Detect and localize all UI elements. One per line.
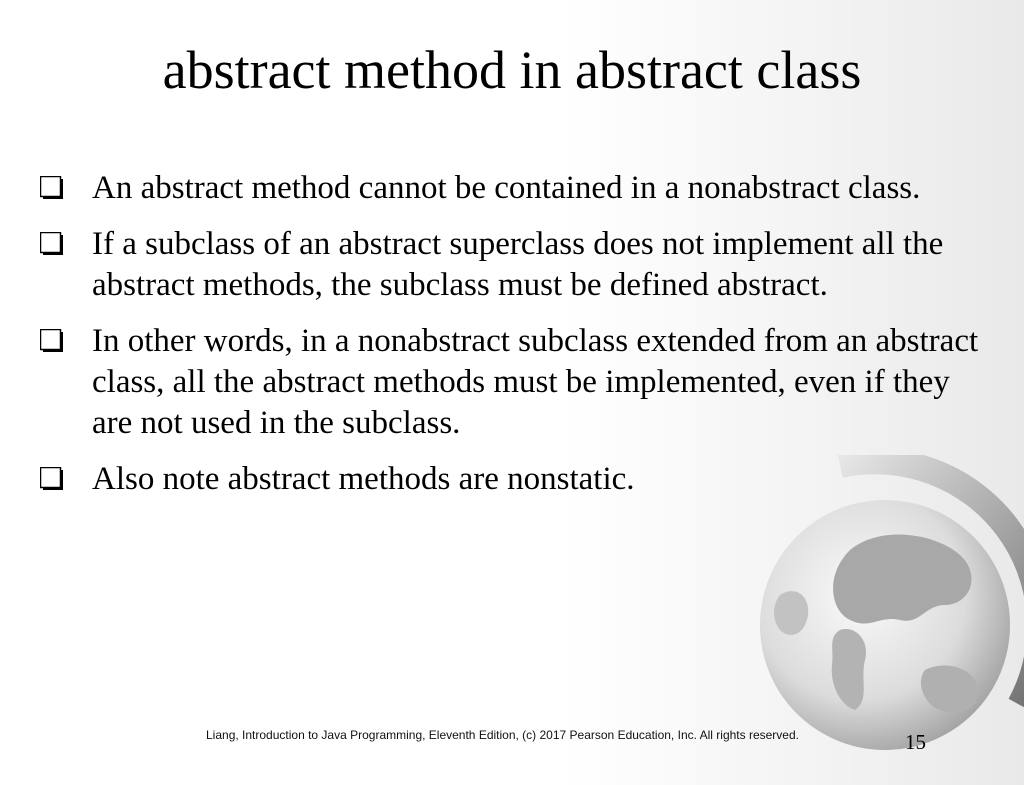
checkbox-icon — [40, 467, 66, 493]
bullet-item — [40, 224, 995, 306]
checkbox-icon — [40, 176, 66, 202]
bullet-text: In other words, in a nonabstract subclass extended from an abstract class, all the abstract methods must be implemented, even if they are not used in the subclass. — [92, 323, 979, 441]
checkbox-icon — [40, 232, 66, 258]
bullet-item — [40, 321, 995, 444]
bullet-text: Also note abstract methods are nonstatic. — [92, 461, 635, 497]
slide-title: abstract method in abstract class — [162, 40, 862, 100]
checkbox-icon — [40, 329, 66, 355]
bullet-list — [40, 168, 995, 515]
copyright-footer: Liang, Introduction to Java Programming, Eleventh Edition, (c) 2017 Pearson Education, Inc. All rights reserved. — [206, 728, 799, 742]
bullet-item — [40, 168, 995, 209]
bullet-text: An abstract method cannot be contained in a nonabstract class. — [92, 170, 921, 206]
page-number: 15 — [905, 730, 926, 754]
bullet-item — [40, 459, 995, 500]
bullet-text: If a subclass of an abstract superclass does not implement all the abstract methods, the subclass must be defined abstract. — [92, 226, 944, 303]
